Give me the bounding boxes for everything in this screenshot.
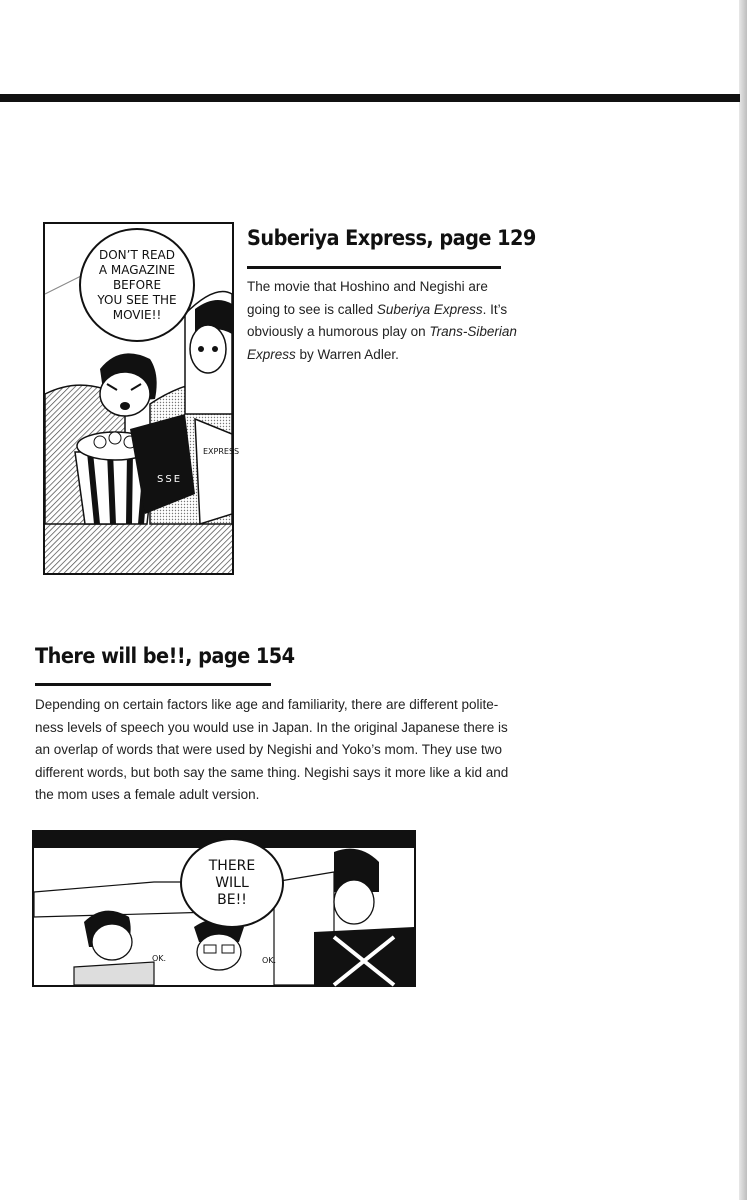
section-body-there-will-be: Depending on certain factors like age and familiarity, there are different polite-ness levels of speech you would use in Japan. In the original Japanese there is an overlap of words that were used by Negishi and Yoko’s mom. They use two different words, but both say the same thing. Negishi says it more like a kid and the mom uses a female adult version. (35, 697, 509, 802)
bubble-line: BEFORE (112, 277, 162, 292)
bubble-line: THERE (208, 857, 256, 874)
bubble-line: A MAGAZINE (98, 262, 176, 277)
bubble-line: MOVIE!! (112, 307, 162, 322)
bubble-line: WILL (215, 874, 249, 891)
speech-bubble (180, 838, 284, 928)
sfx-ok: OK. (262, 956, 277, 965)
section-title-there-will-be: There will be!!, page 154 (35, 644, 295, 668)
bubble-line: YOU SEE THE (97, 292, 177, 307)
svg-text:EXPRESS: EXPRESS (203, 447, 240, 456)
magazine-cover-text: SSE (157, 474, 183, 485)
manga-panel-suberiya (43, 222, 240, 575)
page-edge (739, 0, 747, 1200)
bubble-line: BE!! (217, 891, 247, 908)
manga-panel-there-will-be (32, 830, 416, 987)
section-body-suberiya: The movie that Hoshino and Negishi are going to see is called Suberiya Express. It’s obviously a humorous play on Trans-Siberian Express by Warren Adler. (247, 279, 517, 362)
heading-rule (35, 683, 271, 686)
speech-bubble (79, 228, 195, 342)
heading-rule (247, 266, 501, 269)
sfx-ok: OK. (152, 954, 167, 963)
section-title-suberiya: Suberiya Express, page 129 (247, 226, 536, 250)
top-rule (0, 94, 740, 102)
bubble-line: DON’T READ (99, 247, 175, 262)
